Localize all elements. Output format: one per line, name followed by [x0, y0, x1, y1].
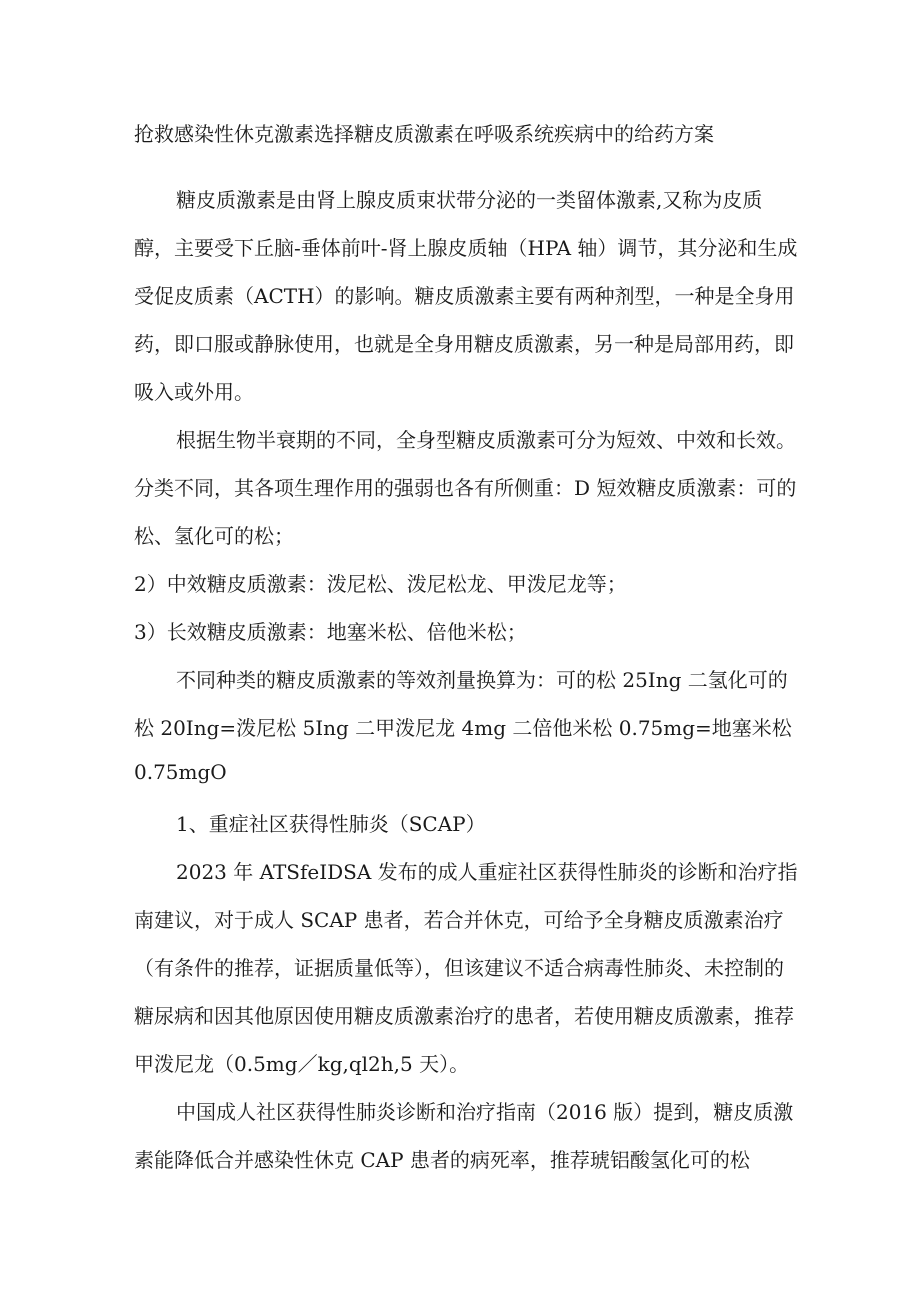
list-item: 2）中效糖皮质激素：泼尼松、泼尼松龙、甲泼尼龙等；: [134, 572, 627, 596]
section-heading: 1、重症社区获得性肺炎（SCAP）: [176, 812, 486, 836]
paragraph-line: 根据生物半衰期的不同，全身型糖皮质激素可分为短效、中效和长效。: [176, 428, 796, 452]
paragraph-line: 不同种类的糖皮质激素的等效剂量换算为：可的松 25Ing 二氢化可的: [176, 668, 788, 692]
paragraph-line: 受促皮质素（ACTH）的影响。糖皮质激素主要有两种剂型，一种是全身用: [134, 284, 795, 308]
paragraph-line: 糖尿病和因其他原因使用糖皮质激素治疗的患者，若使用糖皮质激素，推荐: [134, 1004, 794, 1028]
paragraph-line: 药，即口服或静脉使用，也就是全身用糖皮质激素，另一种是局部用药，即: [134, 332, 794, 356]
paragraph-line: 南建议，对于成人 SCAP 患者，若合并休克，可给予全身糖皮质激素治疗: [134, 908, 784, 932]
document-title: 抢救感染性休克激素选择糖皮质激素在呼吸系统疾病中的给药方案: [134, 122, 714, 146]
paragraph-line: 2023 年 ATSfeIDSA 发布的成人重症社区获得性肺炎的诊断和治疗指: [176, 860, 798, 884]
paragraph-line: 糖皮质激素是由肾上腺皮质束状带分泌的一类留体激素,又称为皮质: [176, 188, 763, 212]
paragraph-line: 醇，主要受下丘脑-垂体前叶-肾上腺皮质轴（HPA 轴）调节，其分泌和生成: [134, 236, 798, 260]
paragraph-line: 松 20Ing=泼尼松 5Ing 二甲泼尼龙 4mg 二倍他米松 0.75mg=地塞米松: [134, 716, 792, 740]
paragraph-line: 0.75mgO: [134, 760, 227, 784]
list-item: 3）长效糖皮质激素：地塞米松、倍他米松；: [134, 620, 527, 644]
paragraph-line: 吸入或外用。: [134, 380, 254, 404]
paragraph-line: 中国成人社区获得性肺炎诊断和治疗指南（2016 版）提到，糖皮质激: [176, 1100, 794, 1124]
paragraph-line: 松、氢化可的松；: [134, 524, 294, 548]
paragraph-line: 素能降低合并感染性休克 CAP 患者的病死率，推荐琥铝酸氢化可的松: [134, 1148, 750, 1172]
paragraph-line: 分类不同，其各项生理作用的强弱也各有所侧重：D 短效糖皮质激素：可的: [134, 476, 797, 500]
paragraph-line: 甲泼尼龙（0.5mg／kg,ql2h,5 天）。: [134, 1052, 470, 1076]
paragraph-line: （有条件的推荐，证据质量低等），但该建议不适合病毒性肺炎、未控制的: [134, 956, 784, 980]
